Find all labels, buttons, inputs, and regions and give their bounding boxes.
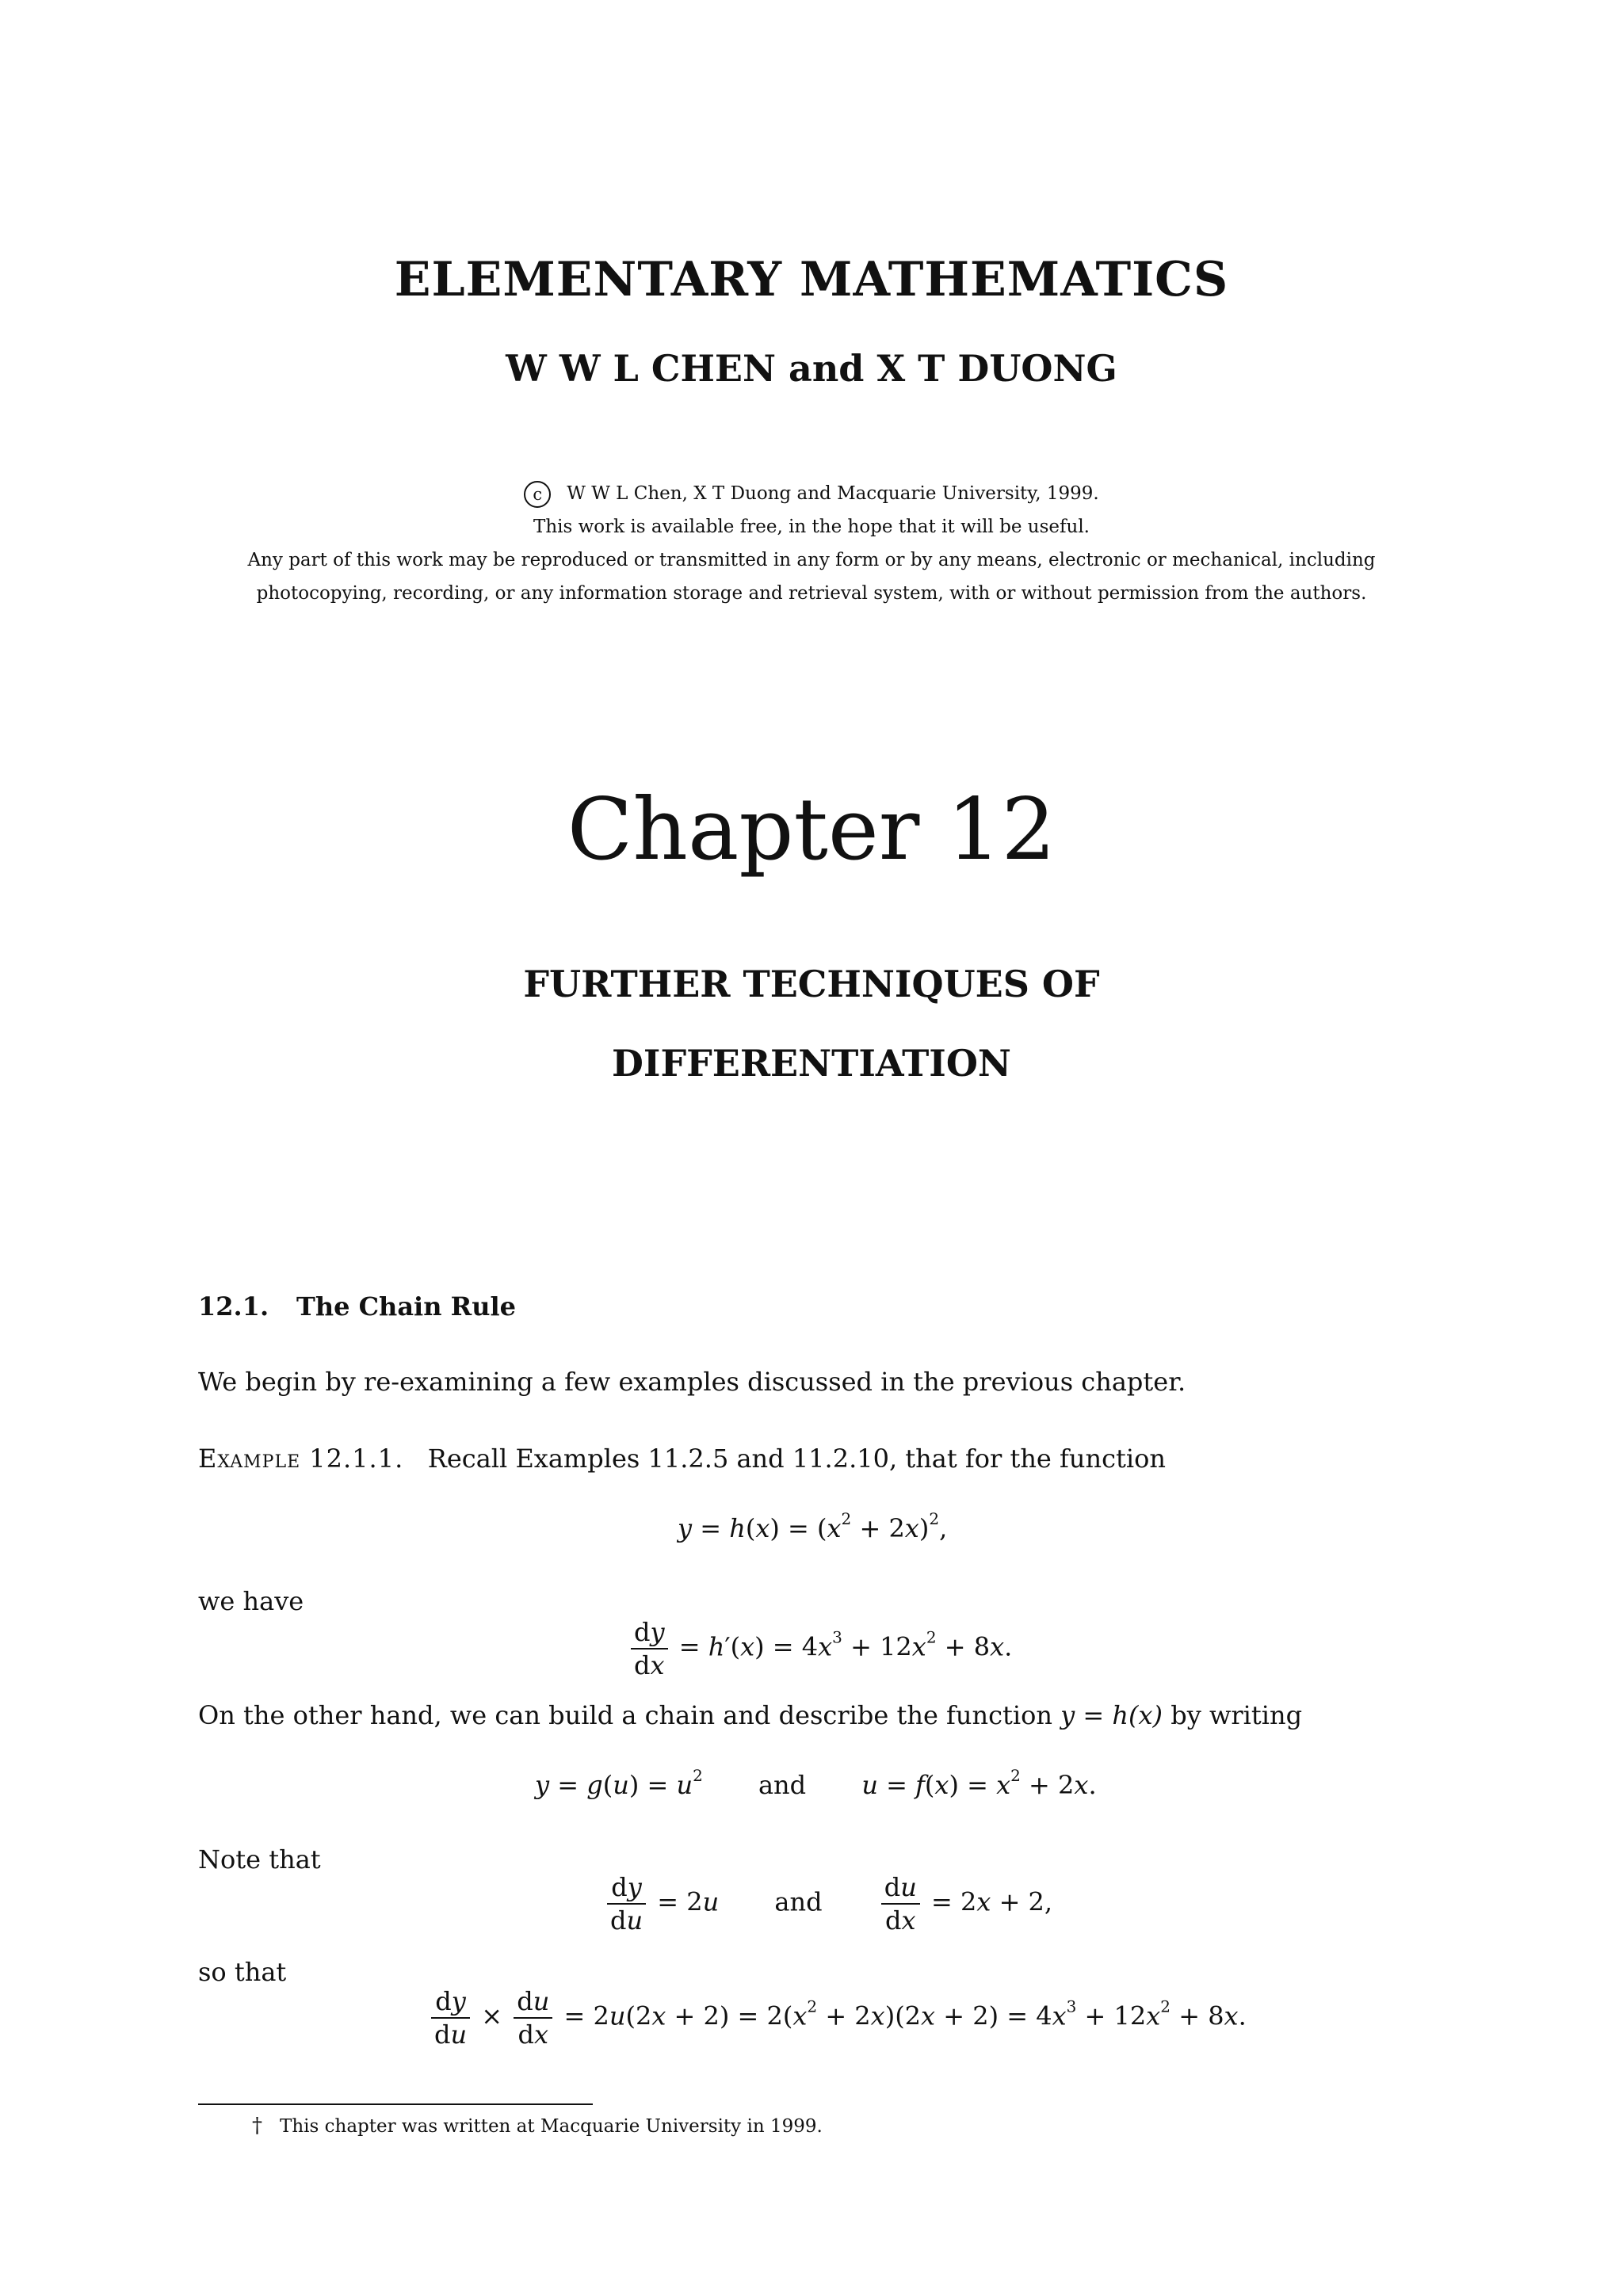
equation-derivative: $\frac{dy}{dx}$ = $h'(x) = 4x^3 + 12x^2 + 8x$. bbox=[628, 1616, 1012, 1681]
copyright-text: W W L Chen, X T Duong and Macquarie University, 1999. bbox=[567, 483, 1099, 504]
example-lead: Recall Examples 11.2.5 and 11.2.10, that for the function bbox=[427, 1444, 1166, 1474]
footnote-text: This chapter was written at Macquarie University in 1999. bbox=[280, 2116, 823, 2137]
so-that-text: so that bbox=[198, 1957, 287, 1987]
example-line bbox=[198, 1444, 1166, 1474]
authors: W W L CHEN and X T DUONG bbox=[506, 347, 1117, 390]
footnote bbox=[252, 2114, 823, 2138]
and-word-2: and bbox=[774, 1886, 823, 1917]
chapter-label: Chapter 12 bbox=[567, 780, 1056, 879]
equation-chain-definitions: $y = g(u) = u^2$ and $u = f(x) = x^2 + 2x$. bbox=[535, 1766, 1097, 1800]
permission-line-1: Any part of this work may be reproduced or transmitted in any form or by any means, electronic or mechanical, including bbox=[247, 550, 1376, 570]
section-title: The Chain Rule bbox=[296, 1291, 516, 1322]
availability-line: This work is available free, in the hope that it will be useful. bbox=[533, 517, 1090, 537]
equation-chain-product: $\frac{dy}{du}$ × $\frac{du}{dx}$ = $2u(2x + 2) = 2(x^2 + 2x)(2x + 2) = 4x^3 + 12x^2 + 8x$. bbox=[428, 1985, 1247, 2050]
other-hand-text: On the other hand, we can build a chain and describe the function bbox=[198, 1700, 1052, 1730]
by-writing-text: by writing bbox=[1170, 1700, 1303, 1730]
footnote-rule bbox=[198, 2103, 593, 2105]
we-have-text: we have bbox=[198, 1586, 304, 1616]
book-title: ELEMENTARY MATHEMATICS bbox=[394, 252, 1229, 307]
chapter-title-line-2: DIFFERENTIATION bbox=[612, 1042, 1011, 1085]
section-heading bbox=[198, 1291, 516, 1322]
copyright-line bbox=[0, 477, 1623, 510]
chapter-title-line-1: FURTHER TECHNIQUES OF bbox=[523, 963, 1100, 1005]
other-hand-equation: y = h(x) bbox=[1060, 1700, 1163, 1730]
and-word: and bbox=[758, 1770, 807, 1800]
footnote-dagger: † bbox=[252, 2114, 262, 2138]
intro-paragraph: We begin by re-examining a few examples discussed in the previous chapter. bbox=[198, 1367, 1186, 1397]
copyright-icon: c bbox=[524, 481, 551, 508]
example-label: Example 12.1.1. bbox=[198, 1444, 404, 1474]
permission-line-2: photocopying, recording, or any information storage and retrieval system, with or without permission from the authors. bbox=[256, 583, 1367, 604]
other-hand-line bbox=[198, 1700, 1302, 1730]
equation-partial-derivatives: $\frac{dy}{du}$ = 2u and $\frac{du}{dx}$ = 2x + 2, bbox=[604, 1871, 1052, 1936]
note-that-text: Note that bbox=[198, 1844, 321, 1875]
section-number: 12.1. bbox=[198, 1291, 269, 1322]
equation-function-definition: $y = h(x) = (x^2 + 2x)^2$, bbox=[678, 1509, 948, 1543]
